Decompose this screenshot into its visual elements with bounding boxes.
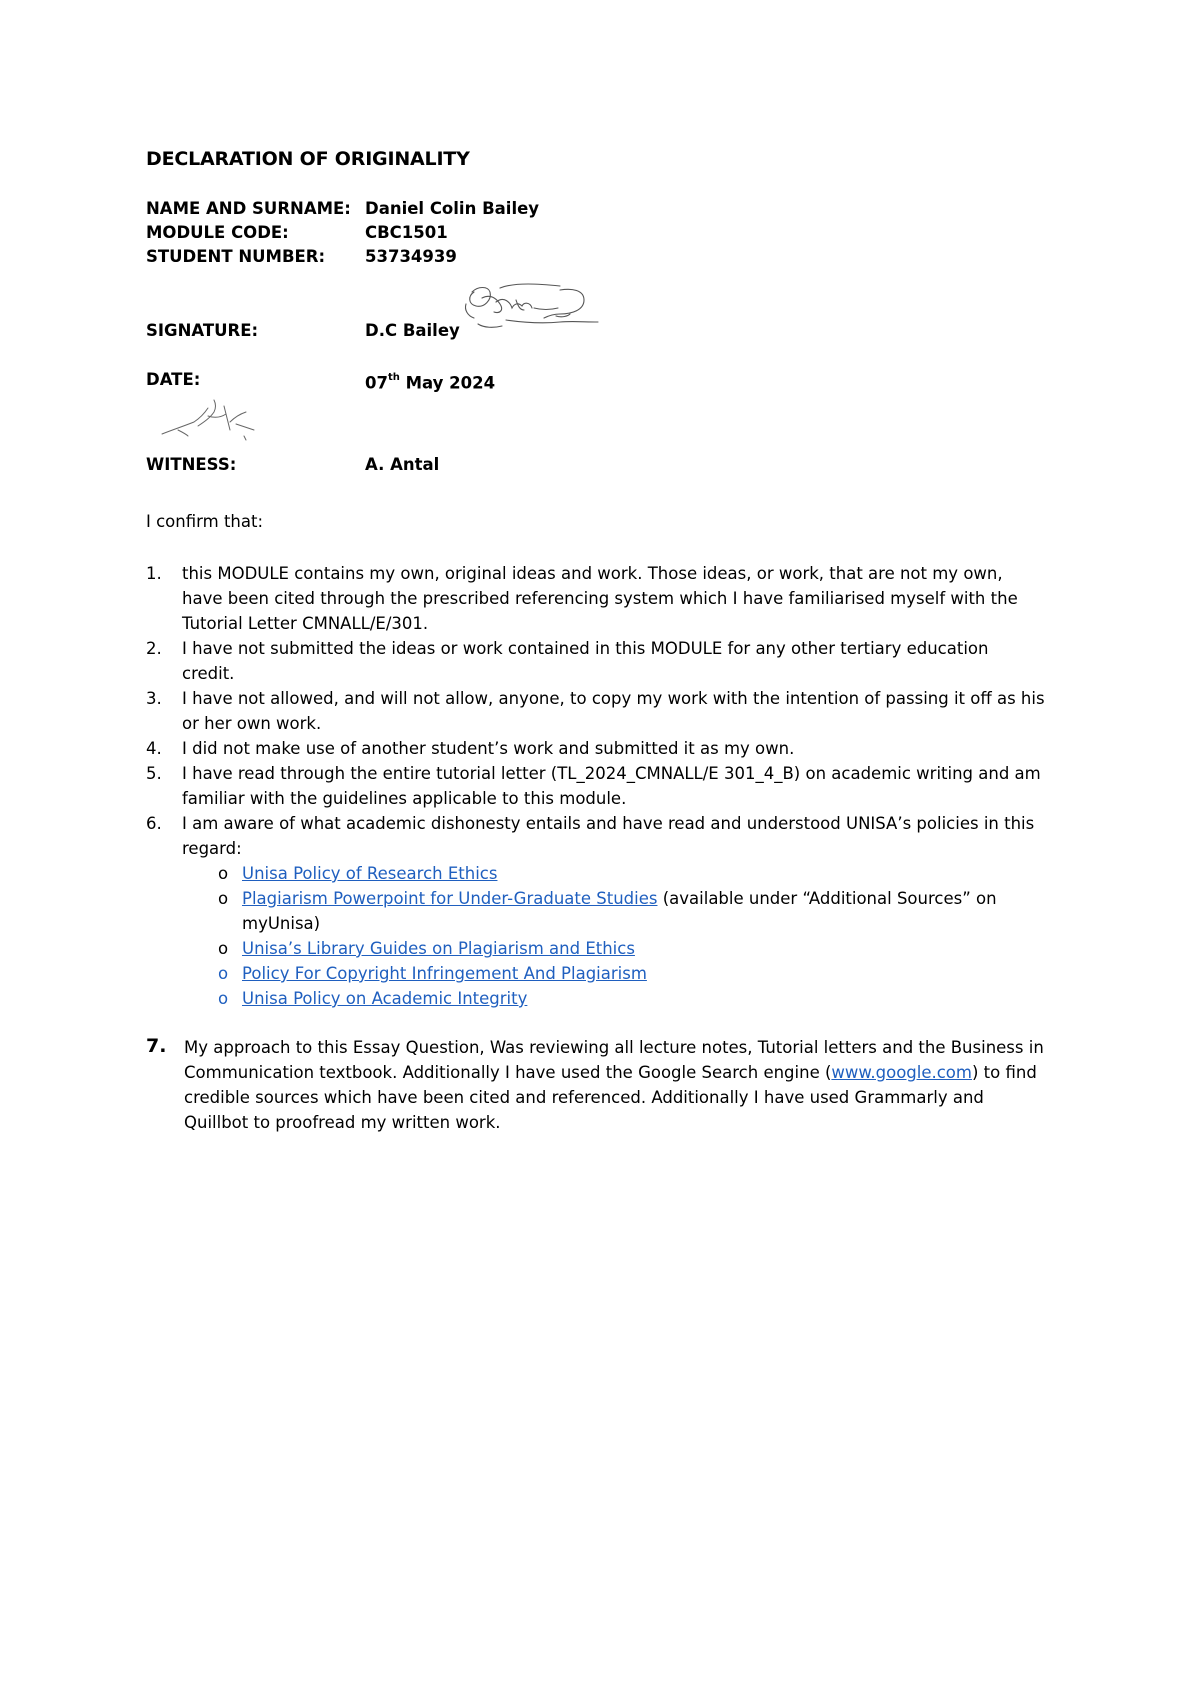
approach-text-before: My approach to this Essay Question, Was reviewing all lecture notes, Tutorial letters and the Business in Communication textbook. Additionally I have used the Google Search engine ( <box>184 1038 1044 1082</box>
bullet-icon: o <box>218 889 229 908</box>
item-text: I did not make use of another student’s work and submitted it as my own. <box>182 739 795 758</box>
signature-label: SIGNATURE: <box>146 321 259 340</box>
document-title: DECLARATION OF ORIGINALITY <box>146 148 470 170</box>
student-label: STUDENT NUMBER: <box>146 247 326 266</box>
plagiarism-powerpoint-link[interactable]: Plagiarism Powerpoint for Under-Graduate Studies <box>242 889 658 908</box>
confirm-intro: I confirm that: <box>146 512 264 531</box>
policy-link-item <box>218 961 1046 986</box>
item-number: 5. <box>146 764 162 783</box>
name-value: Daniel Colin Bailey <box>365 199 540 218</box>
list-item <box>146 811 1046 861</box>
witness-signature-scribble <box>158 396 263 444</box>
student-value: 53734939 <box>365 247 457 266</box>
date-day: 07 <box>365 373 388 393</box>
google-link[interactable]: www.google.com <box>831 1063 972 1082</box>
policy-link-item <box>218 861 1046 886</box>
academic-integrity-link[interactable]: Unisa Policy on Academic Integrity <box>242 989 528 1008</box>
research-ethics-link[interactable]: Unisa Policy of Research Ethics <box>242 864 498 883</box>
signature-scribble <box>460 280 605 340</box>
policy-links-list <box>146 861 1046 1011</box>
link-note: (available under “Additional Sources” on myUnisa) <box>242 889 997 933</box>
bullet-icon: o <box>218 989 229 1008</box>
name-label: NAME AND SURNAME: <box>146 199 351 218</box>
witness-label: WITNESS: <box>146 455 237 474</box>
item-number: 7. <box>146 1035 167 1057</box>
item-text: this MODULE contains my own, original ideas and work. Those ideas, or work, that are not my own, have been cited through the prescribed referencing system which I have familiarised myself with the Tutorial Letter CMNALL/E/301. <box>182 564 1018 633</box>
item-number: 1. <box>146 564 162 583</box>
list-item <box>146 561 1046 636</box>
policy-link-item <box>218 886 1046 936</box>
policy-link-item <box>218 936 1046 961</box>
library-guides-link[interactable]: Unisa’s Library Guides on Plagiarism and Ethics <box>242 939 635 958</box>
bullet-icon: o <box>218 939 229 958</box>
item-number: 6. <box>146 814 162 833</box>
item-text: I have read through the entire tutorial letter (TL_2024_CMNALL/E 301_4_B) on academic writing and am familiar with the guidelines applicable to this module. <box>182 764 1041 808</box>
date-label: DATE: <box>146 370 201 389</box>
policy-link-item <box>218 986 1046 1011</box>
item-text: I have not allowed, and will not allow, anyone, to copy my work with the intention of passing it off as his or her own work. <box>182 689 1045 733</box>
date-value <box>365 368 495 396</box>
date-suffix: th <box>387 372 400 383</box>
item-text: I am aware of what academic dishonesty entails and have read and understood UNISA’s policies in this regard: <box>182 814 1035 858</box>
witness-value: A. Antal <box>365 455 440 474</box>
date-rest: May 2024 <box>399 373 496 393</box>
bullet-icon: o <box>218 864 229 883</box>
list-item <box>146 636 1046 686</box>
list-item <box>146 736 1046 761</box>
bullet-icon: o <box>218 964 229 983</box>
item-number: 3. <box>146 689 162 708</box>
item-number: 2. <box>146 639 162 658</box>
list-item <box>146 686 1046 736</box>
approach-item <box>146 1035 1046 1135</box>
module-label: MODULE CODE: <box>146 223 289 242</box>
declaration-list <box>146 561 1046 1011</box>
module-value: CBC1501 <box>365 223 448 242</box>
item-number: 4. <box>146 739 162 758</box>
copyright-policy-link[interactable]: Policy For Copyright Infringement And Plagiarism <box>242 964 647 983</box>
item-text: I have not submitted the ideas or work contained in this MODULE for any other tertiary education credit. <box>182 639 989 683</box>
list-item <box>146 761 1046 811</box>
approach-text-after: ) to find credible sources which have been cited and referenced. Additionally I have used Grammarly and Quillbot to proofread my written work. <box>184 1063 1037 1132</box>
signature-value: D.C Bailey <box>365 321 460 340</box>
approach-text <box>146 1035 1046 1135</box>
